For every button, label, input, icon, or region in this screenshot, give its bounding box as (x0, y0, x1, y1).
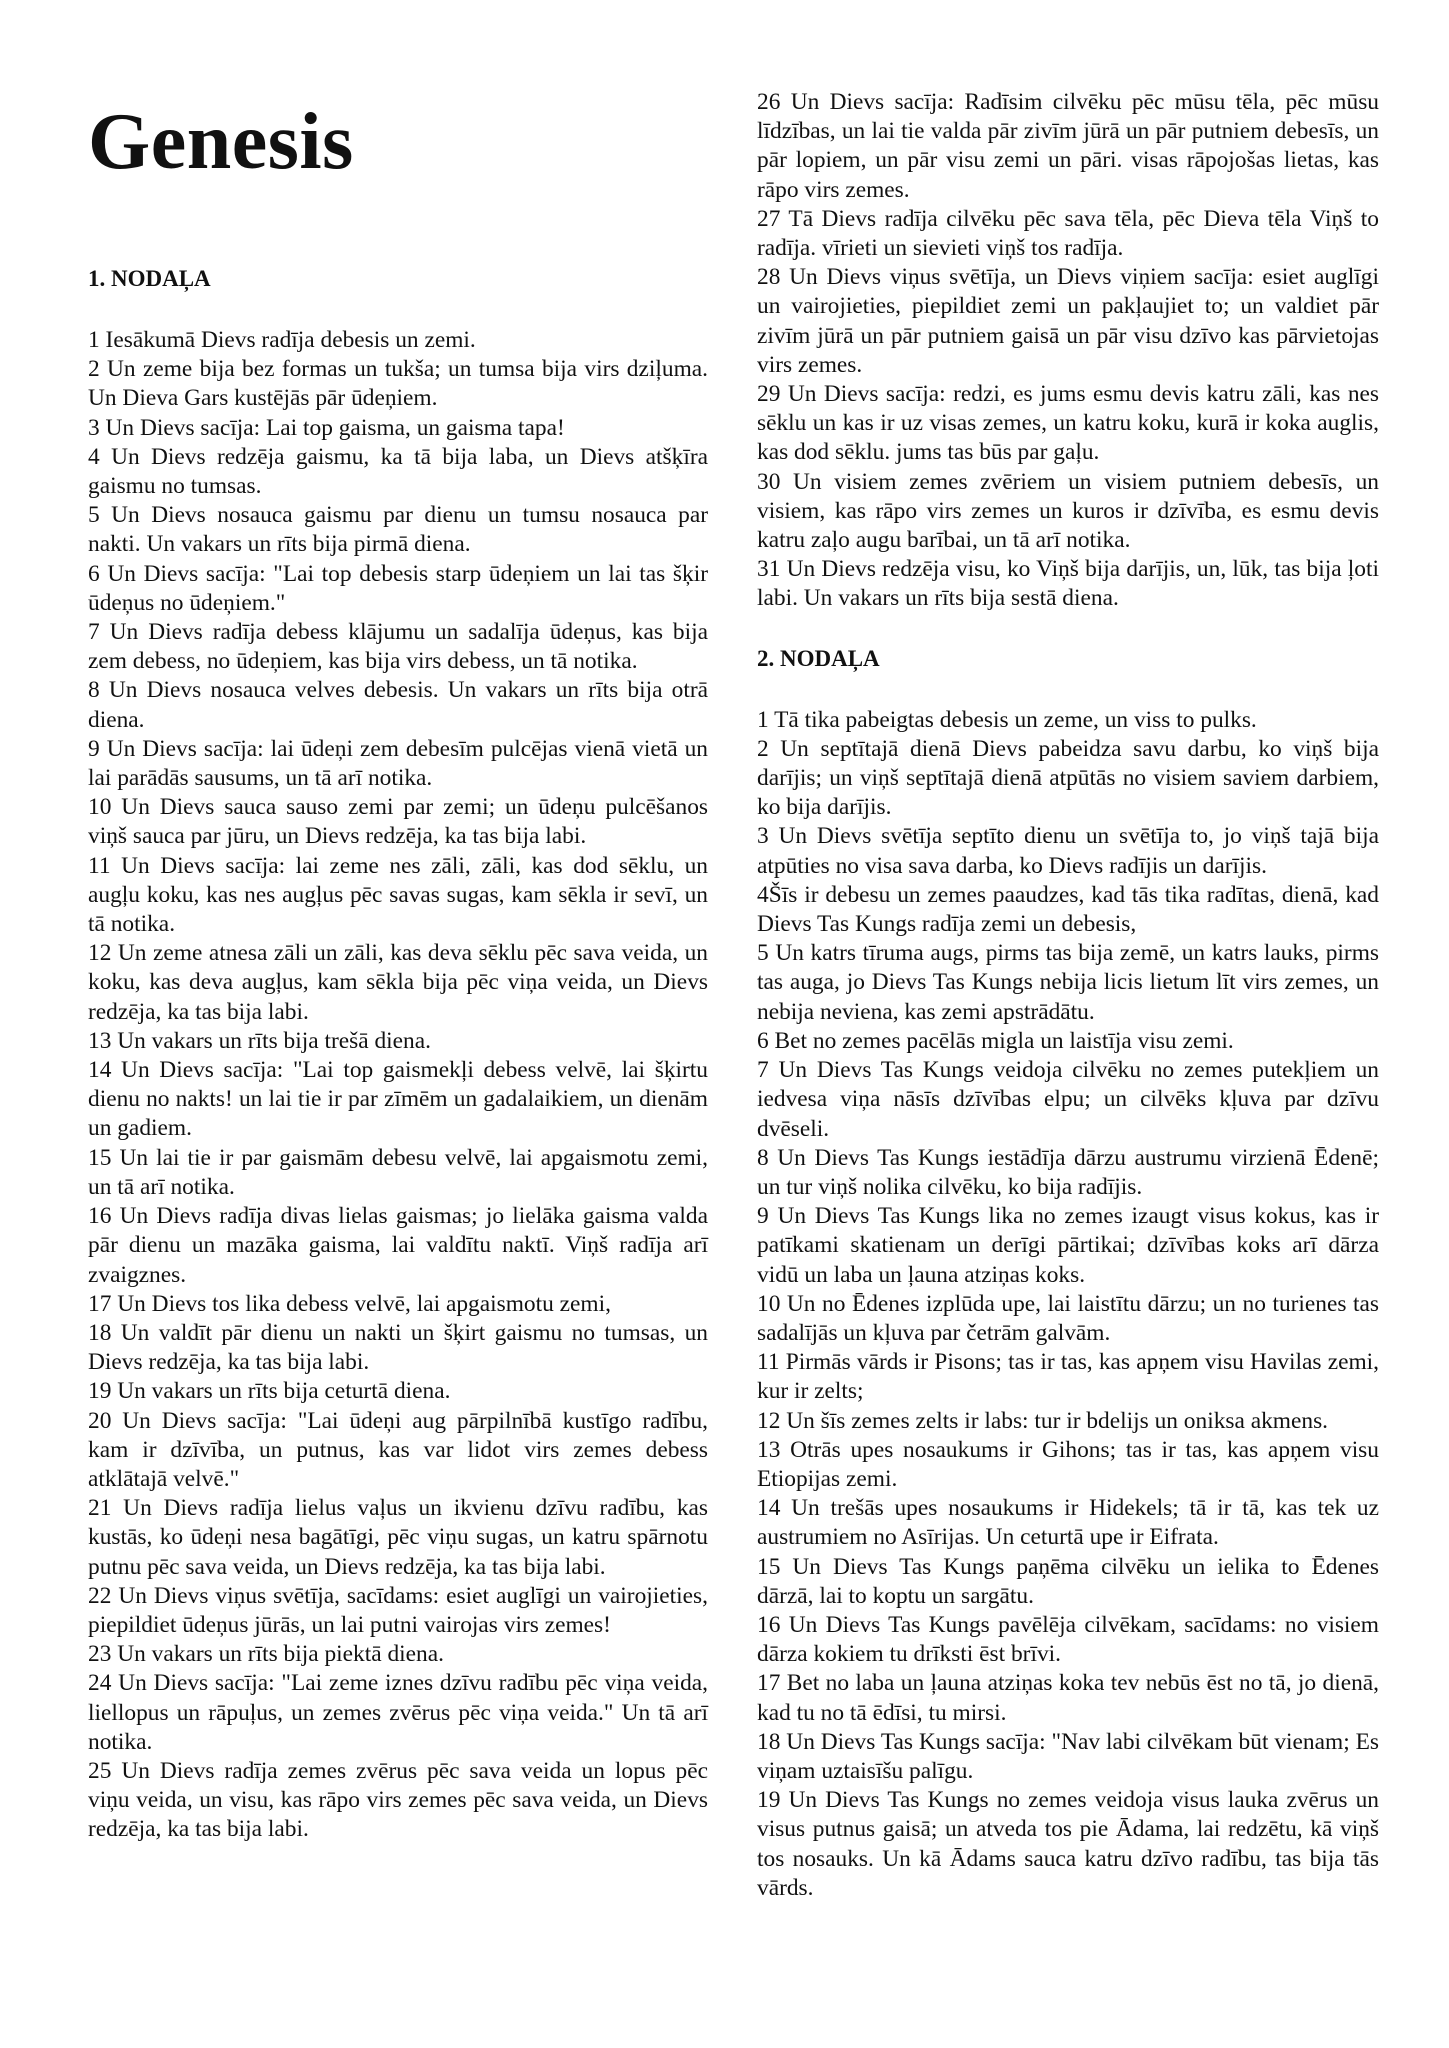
verse: 11 Un Dievs sacīja: lai zeme nes zāli, zāli, kas dod sēklu, un augļu koku, kas nes augļus pēc savas sugas, kam sēkla ir sevī, un tā notika. (88, 852, 708, 938)
verse: 28 Un Dievs viņus svētīja, un Dievs viņiem sacīja: esiet auglīgi un vairojieties, piepildiet zemi un pakļaujiet to; un valdiet pār zivīm jūrā un pār putniem gaisā un pār visu dzīvo kas pārvietojas virs zemes. (757, 264, 1379, 378)
chapter-1-verses-right (757, 88, 1379, 614)
verse: 9 Un Dievs Tas Kungs lika no zemes izaugt visus kokus, kas ir patīkami skatienam un derīgi pārtikai; dzīvības koks arī dārza vidū un laba un ļauna atziņas koks. (757, 1203, 1379, 1288)
verse: 19 Un vakars un rīts bija ceturtā diena. (88, 1378, 451, 1405)
verse: 17 Un Dievs tos lika debess velvē, lai apgaismotu zemi, (88, 1290, 611, 1317)
verse: 14 Un trešās upes nosaukums ir Hidekels; tā ir tā, kas tek uz austrumiem no Asīrijas. Un ceturtā upe ir Eifrata. (757, 1495, 1379, 1551)
verse: 7 Un Dievs radīja debess klājumu un sadalīja ūdeņus, kas bija zem debess, no ūdeņiem, kas bija virs debess, un tā notika. (88, 619, 708, 675)
verse: 4 Un Dievs redzēja gaismu, ka tā bija laba, un Dievs atšķīra gaismu no tumsas. (88, 443, 708, 500)
verse: 26 Un Dievs sacīja: Radīsim cilvēku pēc mūsu tēla, pēc mūsu līdzības, un lai tie valda pār zivīm jūrā un pār putniem debesīs, un pār lopiem, un pār visu zemi un pāri. visas rāpojošas lietas, kas rāpo virs zemes. (757, 89, 1379, 203)
verse: 23 Un vakars un rīts bija piektā diena. (88, 1641, 444, 1668)
verse: 30 Un visiem zemes zvēriem un visiem putniem debesīs, un visiem, kas rāpo virs zemes un kuros ir dzīvība, es esmu devis katru zaļo augu barībai, un tā arī notika. (757, 468, 1379, 554)
verse: 6 Un Dievs sacīja: "Lai top debesis starp ūdeņiem un lai tas šķir ūdeņus no ūdeņiem." (88, 560, 708, 616)
page-title: Genesis (88, 98, 354, 186)
verse: 24 Un Dievs sacīja: "Lai zeme iznes dzīvu radību pēc viņa veida, liellopus un rāpuļus, un zemes zvērus pēc viņa veida." Un tā arī notika. (88, 1670, 708, 1755)
verse: 5 Un Dievs nosauca gaismu par dienu un tumsu nosauca par nakti. Un vakars un rīts bija pirmā diena. (88, 502, 708, 558)
verse: 5 Un katrs tīruma augs, pirms tas bija zemē, un katrs lauks, pirms tas auga, jo Dievs Tas Kungs nebija licis lietum līt virs zemes, un nebija neviena, kas zemi apstrādātu. (757, 940, 1379, 1025)
verse: 4Šīs ir debesu un zemes paaudzes, kad tās tika radītas, dienā, kad Dievs Tas Kungs radīja zemi un debesis, (757, 881, 1379, 938)
verse: 12 Un zeme atnesa zāli un zāli, kas deva sēklu pēc sava veida, un koku, kas deva augļus, kam sēkla bija pēc viņa veida, un Dievs redzēja, ka tas bija labi. (88, 940, 708, 1025)
verse: 16 Un Dievs radīja divas lielas gaismas; jo lielāka gaisma valda pār dienu un mazāka gaisma, lai valdītu naktī. Viņš radīja arī zvaigznes. (88, 1203, 708, 1288)
verse: 7 Un Dievs Tas Kungs veidoja cilvēku no zemes putekļiem un iedvesa viņa nāsīs dzīvības elpu; un cilvēks kļuva par dzīvu dvēseli. (757, 1057, 1379, 1142)
verse: 14 Un Dievs sacīja: "Lai top gaismekļi debess velvē, lai šķirtu dienu no nakts! un lai tie ir par zīmēm un gadalaikiem, un dienām un gadiem. (88, 1057, 708, 1142)
verse: 20 Un Dievs sacīja: "Lai ūdeņi aug pārpilnībā kustīgo radību, kam ir dzīvība, un putnus, kas var lidot virs zemes debess atklātajā velvē." (88, 1407, 708, 1492)
verse: 13 Otrās upes nosaukums ir Gihons; tas ir tas, kas apņem visu Etiopijas zemi. (757, 1436, 1379, 1492)
verse: 21 Un Dievs radīja lielus vaļus un ikvienu dzīvu radību, kas kustās, ko ūdeņi nesa bagātīgi, pēc viņu sugas, un katru spārnotu putnu pēc sava veida, un Dievs redzēja, ka tas bija labi. (88, 1495, 708, 1580)
verse: 1 Tā tika pabeigtas debesis un zeme, un viss to pulks. (757, 706, 1257, 733)
chapter-2-verses (757, 706, 1379, 1903)
verse: 2 Un zeme bija bez formas un tukša; un tumsa bija virs dziļuma. Un Dieva Gars kustējās pār ūdeņiem. (88, 356, 708, 412)
verse: 15 Un lai tie ir par gaismām debesu velvē, lai apgaismotu zemi, un tā arī notika. (88, 1144, 708, 1200)
verse: 10 Un no Ēdenes izplūda upe, lai laistītu dārzu; un no turienes tas sadalījās un kļuva par četrām galvām. (757, 1290, 1379, 1346)
verse: 17 Bet no laba un ļauna atziņas koka tev nebūs ēst no tā, jo dienā, kad tu no tā ēdīsi, tu mirsi. (757, 1670, 1379, 1726)
verse: 3 Un Dievs svētīja septīto dienu un svētīja to, jo viņš tajā bija atpūties no visa sava darba, ko Dievs radījis un darījis. (757, 823, 1379, 879)
verse: 2 Un septītajā dienā Dievs pabeidza savu darbu, ko viņš bija darījis; un viņš septītajā dienā atpūtās no visiem saviem darbiem, ko bija darījis. (757, 735, 1379, 821)
verse: 3 Un Dievs sacīja: Lai top gaisma, un gaisma tapa! (88, 414, 565, 441)
verse: 13 Un vakars un rīts bija trešā diena. (88, 1027, 431, 1054)
verse: 27 Tā Dievs radīja cilvēku pēc sava tēla, pēc Dieva tēla Viņš to radīja. vīrieti un sievieti viņš tos radīja. (757, 205, 1379, 262)
chapter-heading-2: 2. NODAĻA (757, 645, 880, 671)
verse: 18 Un valdīt pār dienu un nakti un šķirt gaismu no tumsas, un Dievs redzēja, ka tas bija labi. (88, 1319, 708, 1376)
chapter-1-verses-left (88, 326, 708, 1845)
right-column (757, 88, 1379, 1903)
verse: 9 Un Dievs sacīja: lai ūdeņi zem debesīm pulcējas vienā vietā un lai parādās sausums, un tā arī notika. (88, 735, 708, 792)
verse: 31 Un Dievs redzēja visu, ko Viņš bija darījis, un, lūk, tas bija ļoti labi. Un vakars un rīts bija sestā diena. (757, 556, 1379, 612)
verse: 18 Un Dievs Tas Kungs sacīja: "Nav labi cilvēkam būt vienam; Es viņam uztaisīšu palīgu. (757, 1728, 1379, 1784)
verse: 1 Iesākumā Dievs radīja debesis un zemi. (88, 327, 476, 353)
verse: 15 Un Dievs Tas Kungs paņēma cilvēku un ielika to Ēdenes dārzā, lai to koptu un sargātu. (757, 1553, 1379, 1609)
verse: 25 Un Dievs radīja zemes zvērus pēc sava veida un lopus pēc viņu veida, un visu, kas rāpo virs zemes pēc sava veida, un Dievs redzēja, ka tas bija labi. (88, 1757, 708, 1843)
left-column (88, 88, 708, 1845)
verse: 8 Un Dievs Tas Kungs iestādīja dārzu austrumu virzienā Ēdenē; un tur viņš nolika cilvēku, ko bija radījis. (757, 1144, 1379, 1200)
verse: 11 Pirmās vārds ir Pisons; tas ir tas, kas apņem visu Havilas zemi, kur ir zelts; (757, 1349, 1379, 1405)
verse: 16 Un Dievs Tas Kungs pavēlēja cilvēkam, sacīdams: no visiem dārza kokiem tu drīksti ēst brīvi. (757, 1611, 1379, 1668)
verse: 8 Un Dievs nosauca velves debesis. Un vakars un rīts bija otrā diena. (88, 677, 708, 733)
verse: 29 Un Dievs sacīja: redzi, es jums esmu devis katru zāli, kas nes sēklu un kas ir uz visas zemes, un katru koku, kurā ir koka auglis, kas dod sēklu. jums tas būs par gaļu. (757, 381, 1379, 466)
chapter-heading-1: 1. NODAĻA (88, 266, 211, 291)
verse: 12 Un šīs zemes zelts ir labs: tur ir bdelijs un oniksa akmens. (757, 1407, 1329, 1434)
verse: 22 Un Dievs viņus svētīja, sacīdams: esiet auglīgi un vairojieties, piepildiet ūdeņus jūrās, un lai putni vairojas virs zemes! (88, 1582, 708, 1638)
verse: 10 Un Dievs sauca sauso zemi par zemi; un ūdeņu pulcēšanos viņš sauca par jūru, un Dievs redzēja, ka tas bija labi. (88, 794, 708, 850)
verse: 6 Bet no zemes pacēlās migla un laistīja visu zemi. (757, 1027, 1234, 1054)
verse: 19 Un Dievs Tas Kungs no zemes veidoja visus lauka zvērus un visus putnus gaisā; un atveda tos pie Ādama, lai redzētu, kā viņš tos nosauks. Un kā Ādams sauca katru dzīvo radību, tas bija tās vārds. (757, 1787, 1379, 1901)
